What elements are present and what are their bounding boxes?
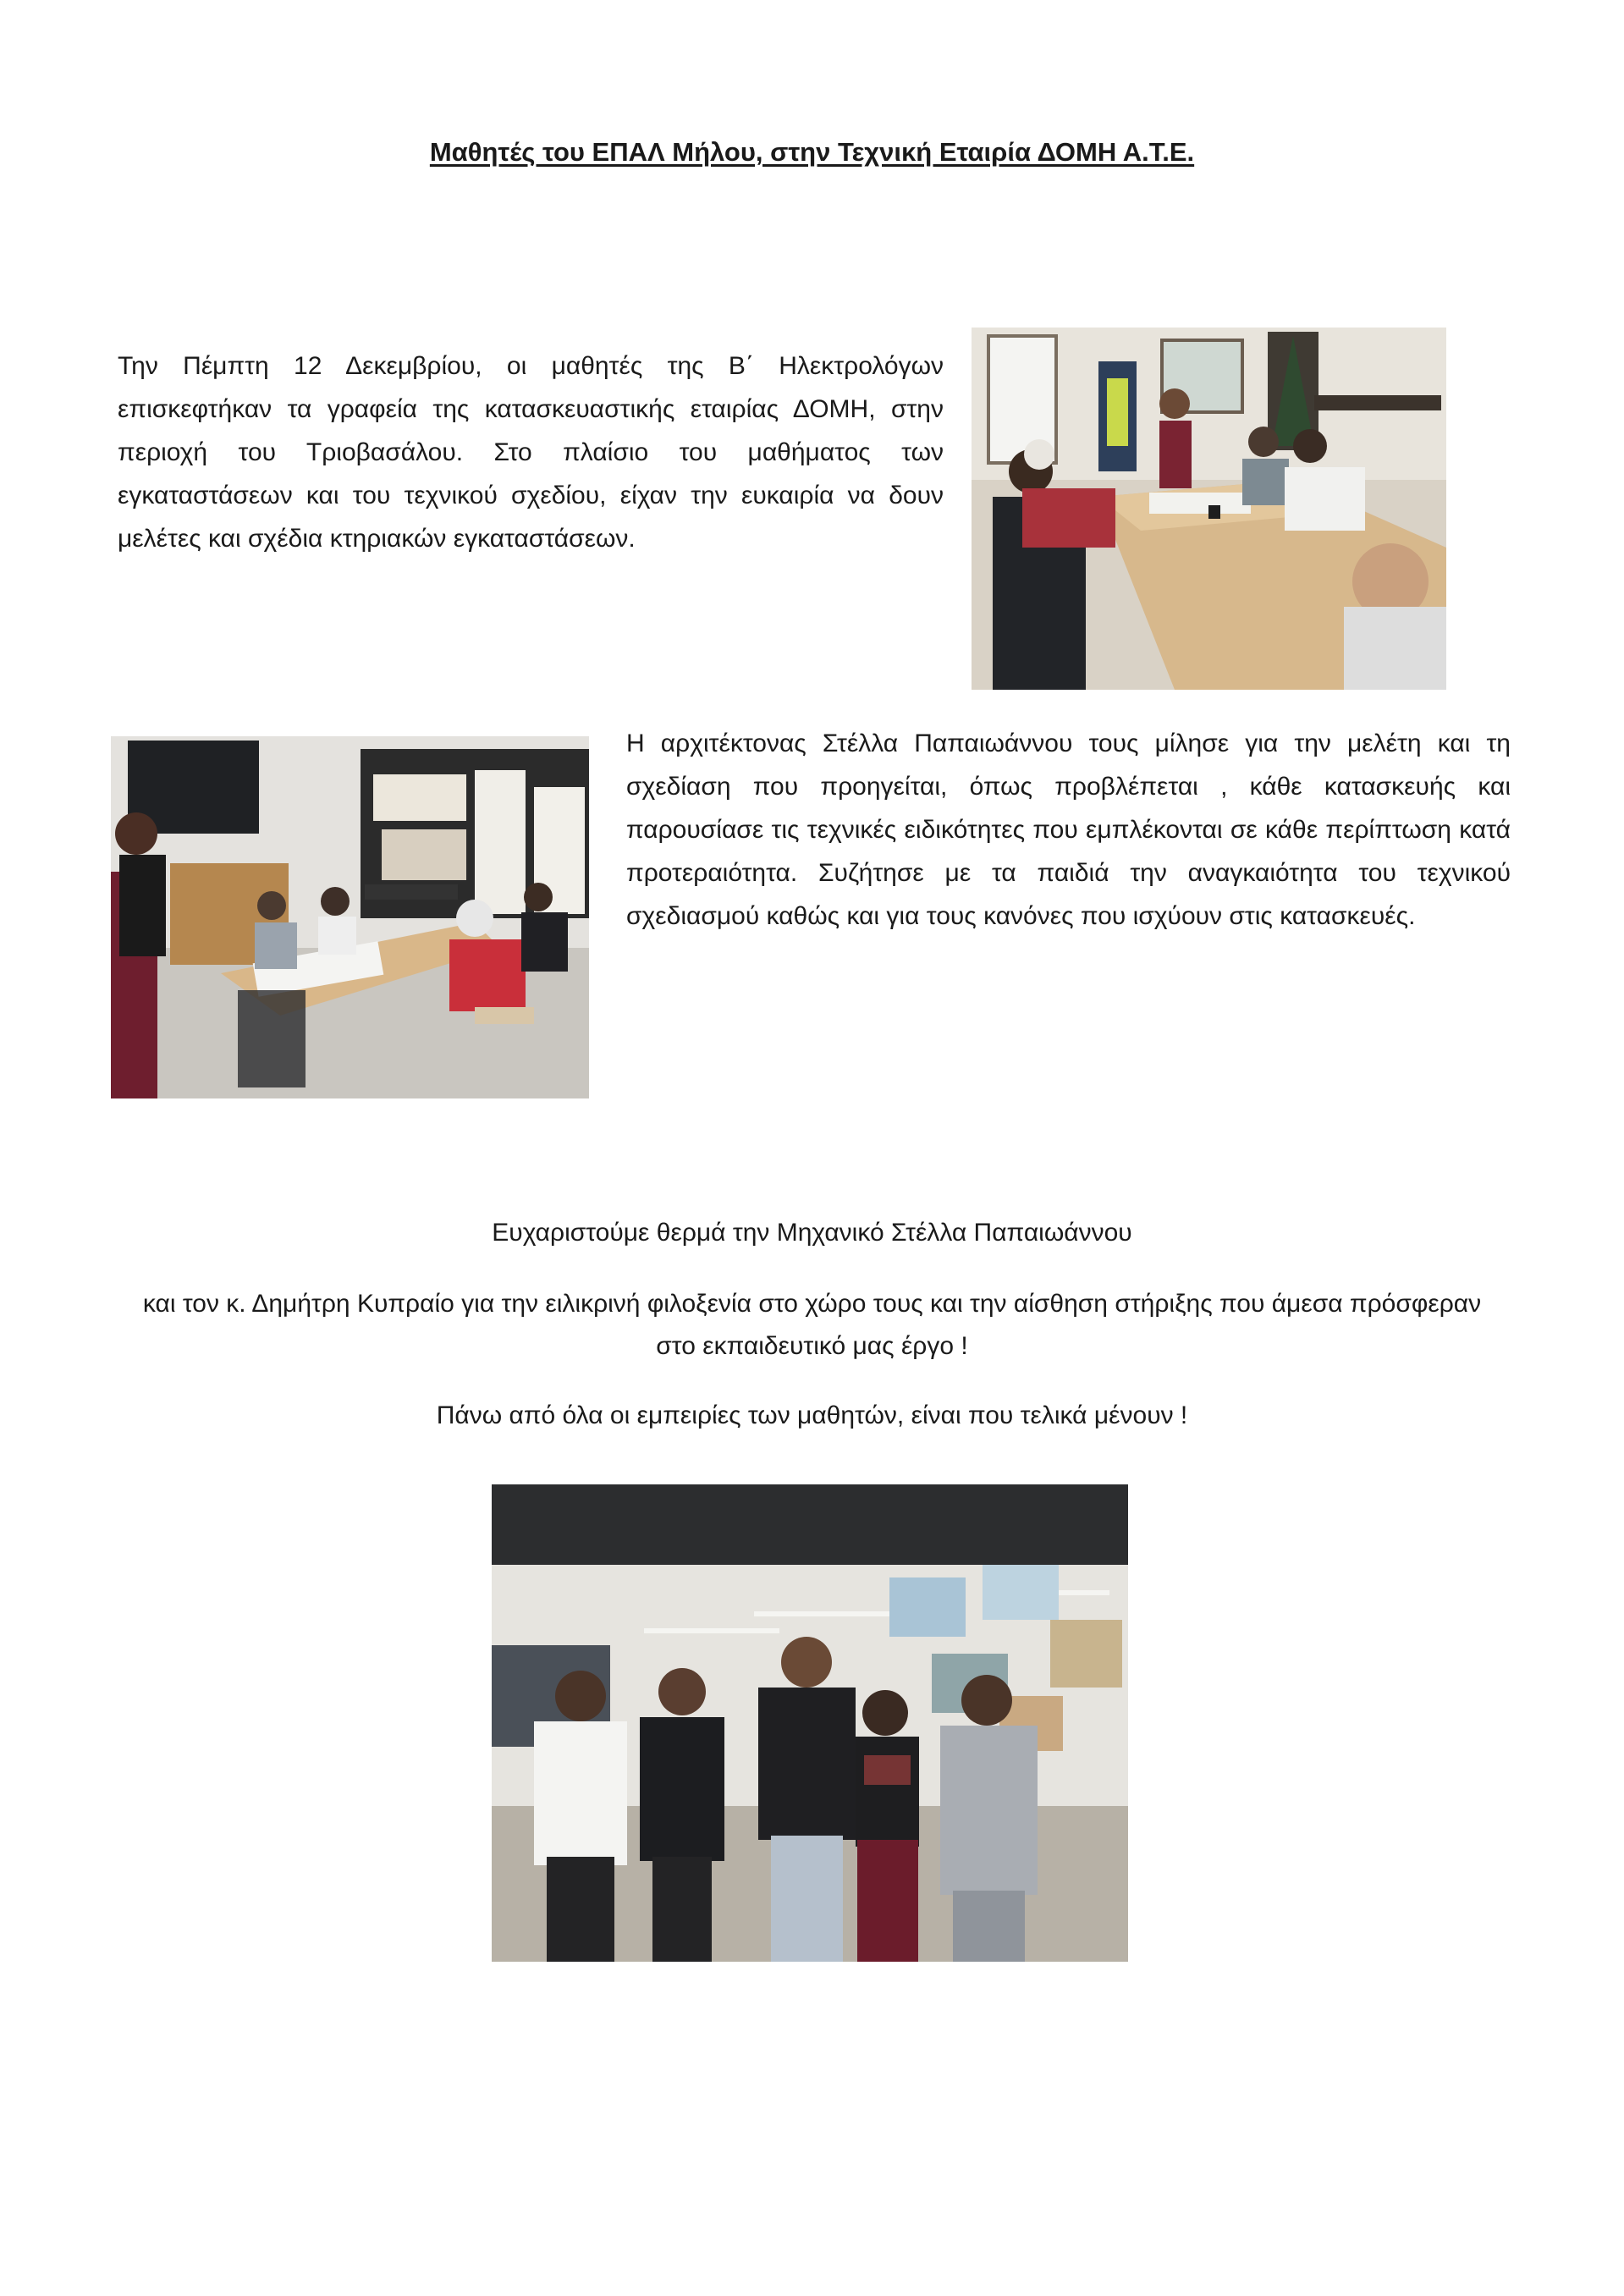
paragraph-architect-talk: Η αρχιτέκτονας Στέλλα Παπαιωάννου τους μίλησε για την μελέτη και τη σχεδίαση που προηγείται, όπως προβλέπεται , κάθε κατασκευής και παρουσίασε τις τεχνικές ειδικότητες που εμπλέκονται σε κάθε περίπτωση κατά προτεραιότητα. Συζήτησε με τα παιδιά την αναγκαιότητα του τεχνικού σχεδιασμού καθώς και για τους κανόνες που ισχύουν στις κατασκευές. [626,730,1511,930]
thanks-line-host: και τον κ. Δημήτρη Κυπραίο για την ειλικρινή φιλοξενία στο χώρο τους και την αίσθηση στήριξης που άμεσα πρόσφεραν στο εκπαιδευτικό μας έργο ! [142,1290,1482,1360]
photo-group-portrait [492,1484,1128,1962]
paragraph-visit-intro: Την Πέμπτη 12 Δεκεμβρίου, οι μαθητές της Β΄ Ηλεκτρολόγων επισκεφτήκαν τα γραφεία της κατασκευαστικής εταιρίας ΔΟΜΗ, στην περιοχή του Τριοβασάλου. Στο πλαίσιο του μαθήματος των εγκαταστάσεων και του τεχνικού σχεδίου, είχαν την ευκαιρία να δουν μελέτες και σχέδια κτηριακών εγκαταστάσεων. [118,352,944,553]
photo-students-at-table [972,328,1446,690]
page-title: Μαθητές του ΕΠΑΛ Μήλου, στην Τεχνική Εταιρία ΔΟΜΗ Α.Τ.Ε. [429,137,1195,167]
thanks-line-engineer: Ευχαριστούμε θερμά την Μηχανικό Στέλλα Παπαιωάννου [492,1219,1132,1247]
closing-remark: Πάνω από όλα οι εμπειρίες των μαθητών, είναι που τελικά μένουν ! [436,1401,1188,1429]
photo-architect-presentation [111,736,589,1098]
